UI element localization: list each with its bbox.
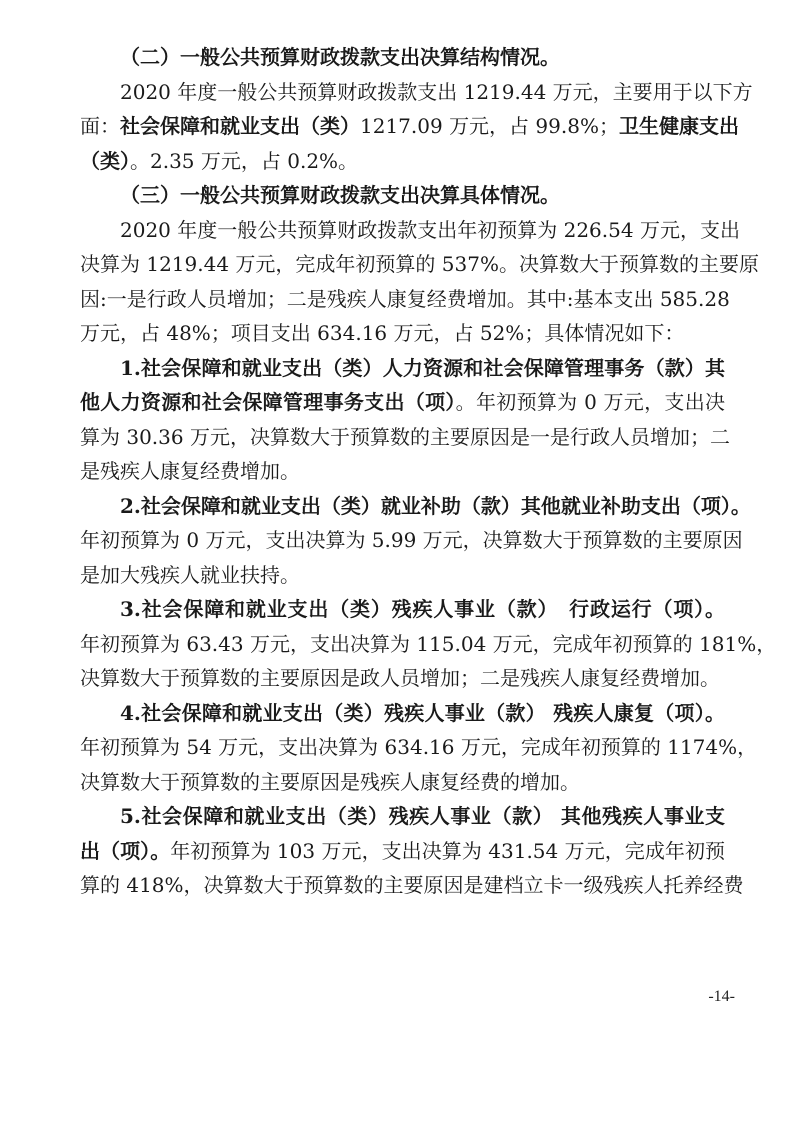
item4-line3: 决算数大于预算数的主要原因是残疾人康复经费的增加。 [80, 769, 580, 794]
section2-line2-a: 面： [80, 114, 120, 138]
item1-line3: 算为 30.36 万元，决算数大于预算数的主要原因是一是行政人员增加；二 [80, 424, 730, 449]
item2-line3: 是加大残疾人就业扶持。 [80, 562, 300, 587]
section2-line3-a: （类） [80, 148, 130, 173]
section2-line2-c: 1217.09 万元，占 99.8%； [360, 114, 619, 138]
item3-line1: 3.社会保障和就业支出（类）残疾人事业（款） 行政运行（项）。 [120, 597, 725, 621]
section3-line3: 因:一是行政人员增加；二是残疾人康复经费增加。其中:基本支出 585.28 [80, 286, 730, 311]
section3-line4: 万元，占 48%；项目支出 634.16 万元，占 52%；具体情况如下： [80, 321, 685, 345]
item1-line1: 1.社会保障和就业支出（类）人力资源和社会保障管理事务（款）其 [120, 355, 725, 380]
section2-line2 [80, 109, 739, 144]
item5-line2-b: 年初预算为 103 万元，支出决算为 431.54 万元，完成年初预 [170, 838, 725, 863]
section3-line1: 2020 年度一般公共预算财政拨款支出年初预算为 226.54 万元，支出 [120, 217, 740, 242]
page-number: -14- [708, 988, 735, 1005]
section3-line2: 决算为 1219.44 万元，完成年初预算的 537%。决算数大于预算数的主要原 [80, 252, 759, 276]
document-body [80, 40, 777, 903]
section2-line2-b: 社会保障和就业支出（类） [120, 114, 360, 138]
item4-line1: 4.社会保障和就业支出（类）残疾人事业（款） 残疾人康复（项）。 [120, 700, 725, 725]
section2-heading: （二）一般公共预算财政拨款支出决算结构情况。 [120, 45, 560, 69]
section2-line3-b: 。2.35 万元，占 0.2%。 [130, 148, 359, 173]
item4-line2: 年初预算为 54 万元，支出决算为 634.16 万元，完成年初预算的 1174%， [80, 735, 758, 759]
item1-line4: 是残疾人康复经费增加。 [80, 459, 300, 483]
section2-line3 [80, 144, 725, 179]
item5-line1: 5.社会保障和就业支出（类）残疾人事业（款） 其他残疾人事业支 [120, 804, 725, 828]
item5-line2-a: 出（项）。 [80, 838, 171, 863]
item3-line3: 决算数大于预算数的主要原因是政人员增加；二是残疾人康复经费增加。 [80, 666, 720, 690]
item1-line2-b: 。年初预算为 0 万元，支出决 [455, 390, 725, 414]
item2-line1: 2.社会保障和就业支出（类）就业补助（款）其他就业补助支出（项）。 [120, 493, 751, 518]
item5-line2 [80, 834, 725, 869]
item2-line2: 年初预算为 0 万元，支出决算为 5.99 万元，决算数大于预算数的主要原因 [80, 528, 743, 552]
item1-line2-a: 他人力资源和社会保障管理事务支出（项） [80, 390, 456, 414]
section2-line1: 2020 年度一般公共预算财政拨款支出 1219.44 万元，主要用于以下方 [120, 79, 753, 104]
item1-line2 [80, 385, 725, 420]
section3-heading: （三）一般公共预算财政拨款支出决算具体情况。 [120, 183, 560, 207]
item3-line2: 年初预算为 63.43 万元，支出决算为 115.04 万元，完成年初预算的 181%， [80, 631, 777, 656]
section2-line2-d: 卫生健康支出 [618, 114, 739, 138]
item5-line3: 算的 418%，决算数大于预算数的主要原因是建档立卡一级残疾人托养经费 [80, 873, 744, 897]
